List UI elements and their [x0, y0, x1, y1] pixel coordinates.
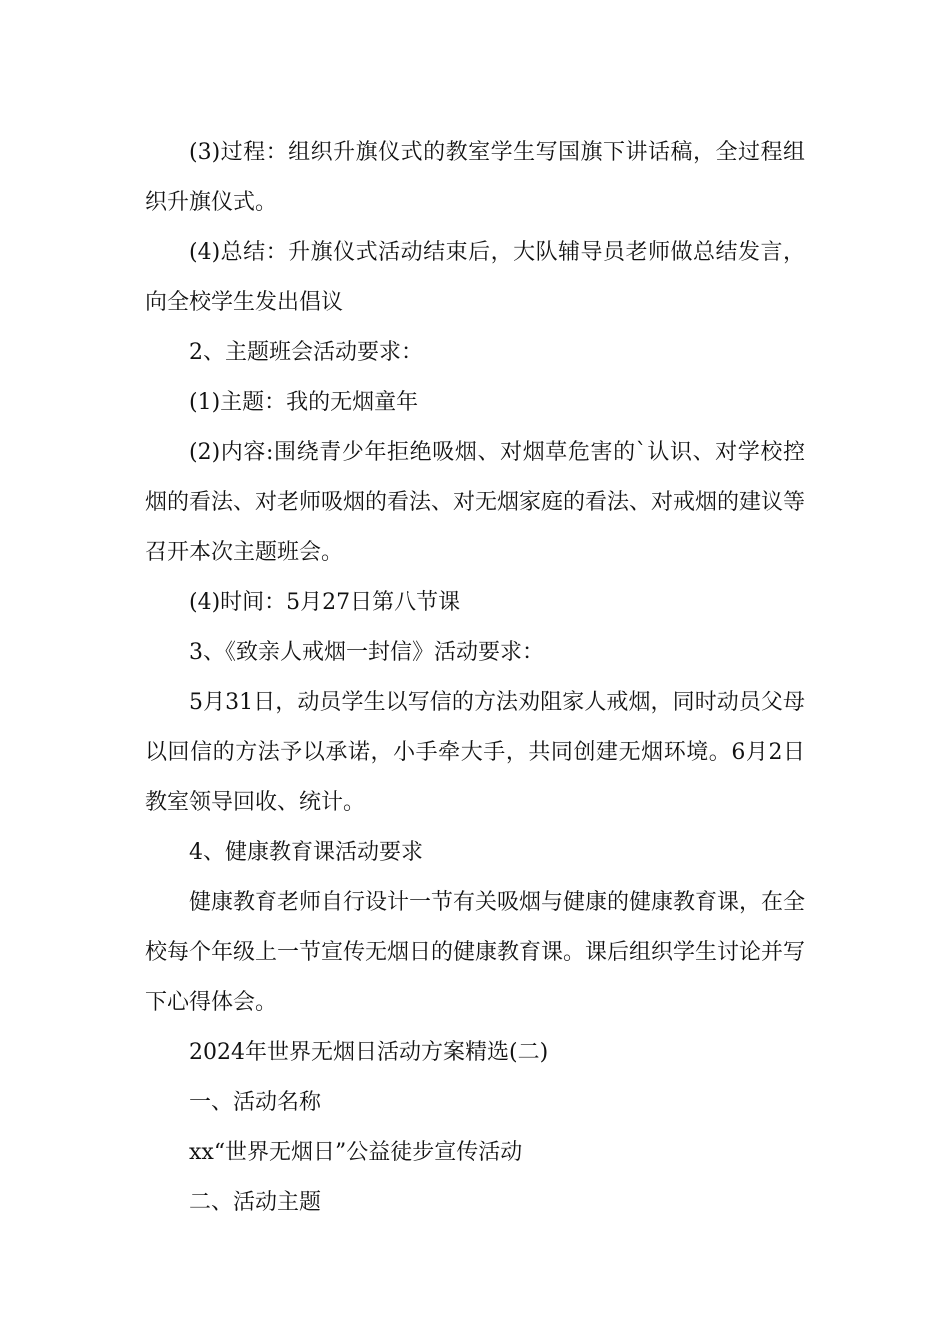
paragraph-letter-details: 5月31日，动员学生以写信的方法劝阻家人戒烟，同时动员父母以回信的方法予以承诺，小手牵大手，共同创建无烟环境。6月2日教室领导回收、统计。 [145, 690, 805, 815]
paragraph-theme: (1)主题：我的无烟童年 [189, 390, 419, 415]
heading-health-class-requirements: 4、健康教育课活动要求 [189, 840, 423, 865]
heading-activity-name: 一、活动名称 [189, 1090, 322, 1115]
paragraph-process: (3)过程：组织升旗仪式的教室学生写国旗下讲话稿，全过程组织升旗仪式。 [145, 140, 805, 215]
paragraph-activity-name: xx“世界无烟日”公益徒步宣传活动 [189, 1140, 523, 1165]
paragraph-summary: (4)总结：升旗仪式活动结束后，大队辅导员老师做总结发言，向全校学生发出倡议 [145, 240, 805, 315]
paragraph-content: (2)内容:围绕青少年拒绝吸烟、对烟草危害的`认识、对学校控烟的看法、对老师吸烟的看法、对无烟家庭的看法、对戒烟的建议等召开本次主题班会。 [145, 440, 806, 565]
section-title-plan-two: 2024年世界无烟日活动方案精选(二) [189, 1040, 549, 1065]
heading-letter-requirements: 3、《致亲人戒烟一封信》活动要求： [189, 640, 544, 665]
document-body [145, 128, 805, 1228]
heading-class-meeting-requirements: 2、主题班会活动要求： [189, 340, 423, 365]
heading-activity-theme: 二、活动主题 [189, 1190, 322, 1215]
paragraph-health-class-details: 健康教育老师自行设计一节有关吸烟与健康的健康教育课，在全校每个年级上一节宣传无烟日的健康教育课。课后组织学生讨论并写下心得体会。 [145, 890, 806, 1015]
paragraph-time: (4)时间：5月27日第八节课 [189, 590, 461, 615]
